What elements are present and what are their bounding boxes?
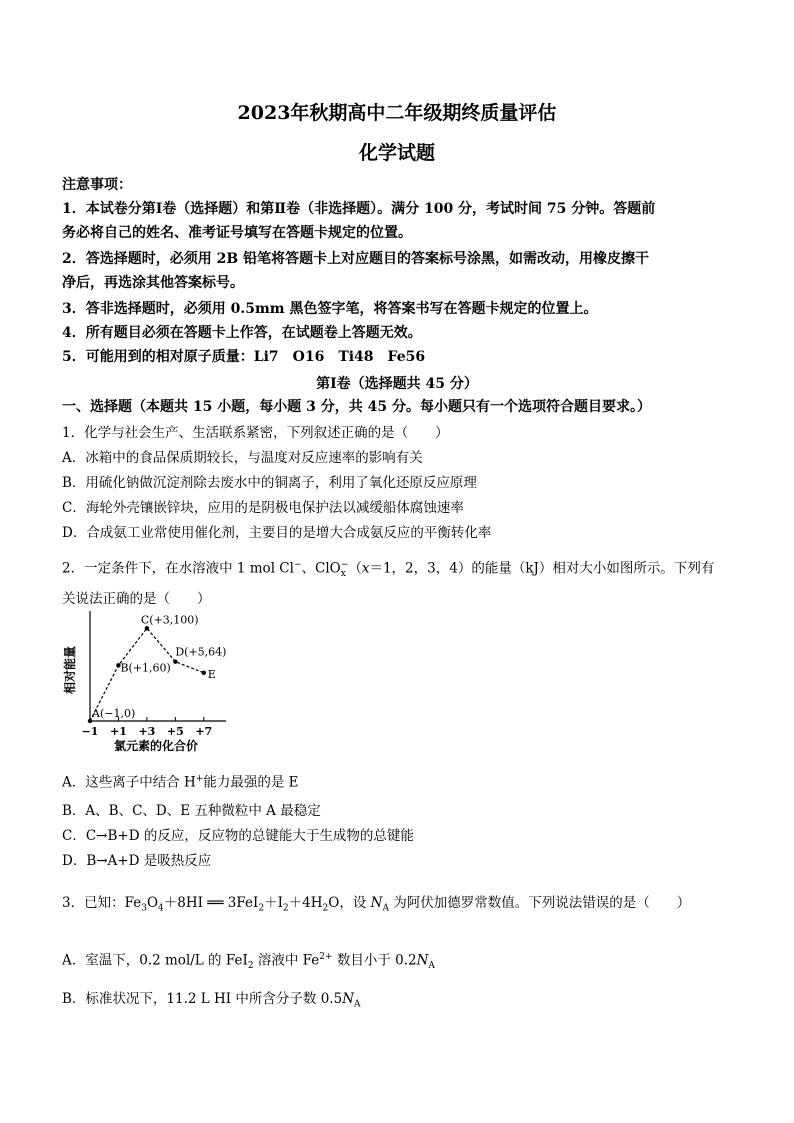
q1-option-a: A．冰箱中的食品保质期较长，与温度对反应速率的影响有关 [62, 450, 423, 466]
q2-stem-line1: 2．一定条件下，在水溶液中 1 mol Cl−、ClO$_x$−（x＝1，2，3，4）的能量（kJ）相对大小如图所示。下列有 [62, 560, 715, 580]
notes-heading: 注意事项： [62, 177, 132, 193]
chart-plot-area [62, 611, 226, 753]
q2-stem-line2: 关说法正确的是（ ） [62, 591, 211, 607]
note-4: 4．所有题目必须在答题卡上作答，在试题卷上答题无效。 [62, 325, 422, 341]
q3-stem: 3．已知：$Fe_3O_4+8HI$ ══ $3FeI_2+I_2+4H_2O$，设 $N_A$ 为阿伏加德罗常数值。下列说法错误的是（ ） [62, 895, 691, 914]
x-tick-label: +3 [138, 725, 156, 738]
note-1b: 务必将自己的姓名、准考证号填写在答题卡规定的位置。 [62, 225, 412, 241]
section-heading: 一、选择题（本题共 15 小题，每小题 3 分，共 45 分。每小题只有一个选项符合题目要求。） [62, 399, 651, 415]
q2-option-b: B．A、B、C、D、E 五种微粒中 A 最稳定 [62, 803, 321, 819]
note-5: 5．可能用到的相对原子质量：Li7 O16 Ti48 Fe56 [62, 349, 426, 365]
note-1a: 1．本试卷分第Ⅰ卷（选择题）和第Ⅱ卷（非选择题）。满分 100 分，考试时间 75 分钟。答题前 [62, 201, 656, 217]
q2-option-c: C．C→B+D 的反应，反应物的总键能大于生成物的总键能 [62, 828, 414, 844]
q1-option-d: D．合成氨工业常使用催化剂，主要目的是增大合成氨反应的平衡转化率 [62, 525, 492, 541]
q2-option-d: D．B→A+D 是吸热反应 [62, 853, 212, 869]
q3-option-a: A．室温下，0.2 mol/L 的 FeI$_2$ 溶液中 $Fe^{2+}$ 数目小于 $0.2N_A$ [62, 952, 435, 972]
y-axis-label: 相对能量 [63, 645, 77, 695]
q1-option-c: C．海轮外壳镶嵌锌块，应用的是阴极电保护法以减缓船体腐蚀速率 [62, 500, 464, 516]
data-point-label: A(−1,0) [92, 707, 136, 720]
x-tick-label: +5 [166, 725, 184, 738]
note-2b: 净后，再选涂其他答案标号。 [62, 275, 244, 291]
q2-option-a: A．这些离子中结合 H+能力最强的是 E [62, 774, 299, 791]
data-point [202, 671, 206, 675]
q1-option-b: B．用硫化钠做沉淀剂除去废水中的铜离子，利用了氧化还原反应原理 [62, 475, 477, 491]
data-point-label: D(+5,64) [175, 645, 227, 659]
q1-stem: 1．化学与社会生产、生活联系紧密，下列叙述正确的是（ ） [62, 425, 449, 441]
x-tick-label: +1 [110, 725, 127, 738]
exam-subtitle: 化学试题 [358, 142, 435, 164]
exam-title: 2023年秋期高中二年级期终质量评估 [237, 102, 557, 124]
part1-heading: 第Ⅰ卷（选择题共 45 分） [316, 376, 478, 392]
data-point-label: C(+3,100) [140, 613, 199, 627]
data-point [145, 626, 149, 630]
x-tick-label: −1 [81, 725, 99, 738]
data-point [173, 659, 177, 663]
note-3: 3．答非选择题时，必须用 0.5mm 黑色签字笔，将答案书写在答题卡规定的位置上。 [62, 301, 598, 317]
q3-option-b: B．标准状况下，11.2 L HI 中所含分子数 $0.5N_A$ [62, 991, 361, 1010]
data-point-label: E [207, 667, 216, 681]
x-tick-label: +7 [195, 725, 213, 738]
note-2a: 2．答选择题时，必须用 2B 铅笔将答题卡上对应题目的答案标号涂黑，如需改动，用橡皮擦干 [62, 251, 650, 267]
energy-chart [60, 606, 230, 756]
x-axis-label: 氯元素的化合价 [113, 739, 199, 753]
data-point-label: B(+1,60) [120, 661, 171, 675]
